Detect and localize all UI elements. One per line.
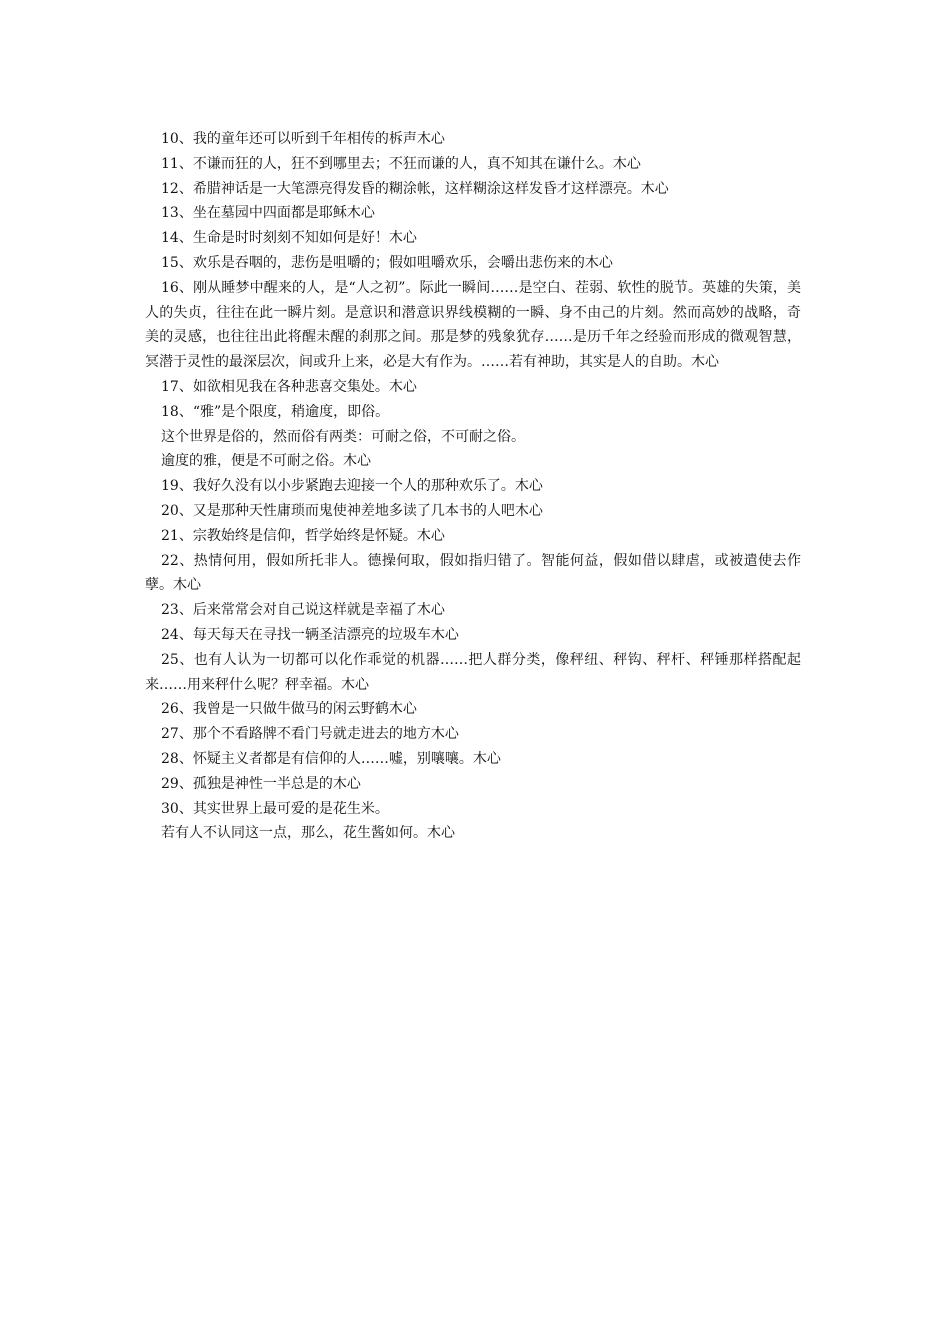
paragraph: 25、也有人认为一切都可以化作乖觉的机器……把人群分类，像秤纽、秤钩、秤杆、秤锤那样搭配起来……用来秤什么呢？秤幸福。木心: [145, 651, 801, 693]
paragraph: 21、宗教始终是信仰，哲学始终是怀疑。木心: [161, 527, 445, 544]
paragraph: 12、希腊神话是一大笔漂亮得发昏的糊涂帐，这样糊涂这样发昏才这样漂亮。木心: [161, 180, 669, 197]
paragraph: 这个世界是俗的，然而俗有两类：可耐之俗，不可耐之俗。: [161, 428, 525, 445]
paragraph: 15、欢乐是吞咽的，悲伤是咀嚼的；假如咀嚼欢乐，会嚼出悲伤来的木心: [161, 254, 613, 271]
paragraph: 19、我好久没有以小步紧跑去迎接一个人的那种欢乐了。木心: [161, 478, 543, 495]
paragraph: 17、如欲相见我在各种悲喜交集处。木心: [161, 378, 417, 395]
paragraph: 20、又是那种天性庸琐而鬼使神差地多读了几本书的人吧木心: [161, 502, 543, 519]
paragraph: 29、孤独是神性一半总是的木心: [161, 775, 361, 792]
paragraph: 22、热情何用，假如所托非人。德操何取，假如指归错了。智能何益，假如借以肆虐，或被遣使去作孽。木心: [145, 552, 801, 594]
paragraph: 若有人不认同这一点，那么，花生酱如何。木心: [161, 825, 455, 842]
paragraph: 10、我的童年还可以听到千年相传的柝声木心: [161, 131, 445, 147]
paragraph: 11、不谦而狂的人，狂不到哪里去；不狂而谦的人，真不知其在谦什么。木心: [161, 155, 641, 172]
paragraph: 28、怀疑主义者都是有信仰的人……嘘，别嚷嚷。木心: [161, 750, 501, 767]
paragraph: 13、坐在墓园中四面都是耶稣木心: [161, 205, 375, 222]
paragraph: 14、生命是时时刻刻不知如何是好！木心: [161, 230, 417, 247]
paragraph: 27、那个不看路牌不看门号就走进去的地方木心: [161, 726, 459, 743]
document-page: [145, 127, 801, 846]
paragraph: 26、我曾是一只做牛做马的闲云野鹤木心: [161, 701, 417, 718]
paragraph: 23、后来常常会对自己说这样就是幸福了木心: [161, 602, 445, 619]
paragraph: 逾度的雅，便是不可耐之俗。木心: [161, 453, 371, 470]
paragraph: 24、每天每天在寻找一辆圣洁漂亮的垃圾车木心: [161, 626, 459, 643]
paragraph: 16、刚从睡梦中醒来的人，是“人之初”。际此一瞬间……是空白、茬弱、软性的脱节。英雄的失策，美人的失贞，往往在此一瞬片刻。是意识和潜意识界线模糊的一瞬、身不由己的片刻。然而高妙的战略，奇美的灵感，也往往出此将醒未醒的刹那之间。那是梦的残象犹存……是历千年之经验而形成的微观智慧，冥潜于灵性的最深层次，间或升上来，必是大有作为。……若有神助，其实是人的自助。木心: [145, 279, 801, 371]
paragraph: 18、“雅”是个限度，稍逾度，即俗。: [161, 403, 390, 420]
paragraph: 30、其实世界上最可爱的是花生米。: [161, 800, 389, 817]
